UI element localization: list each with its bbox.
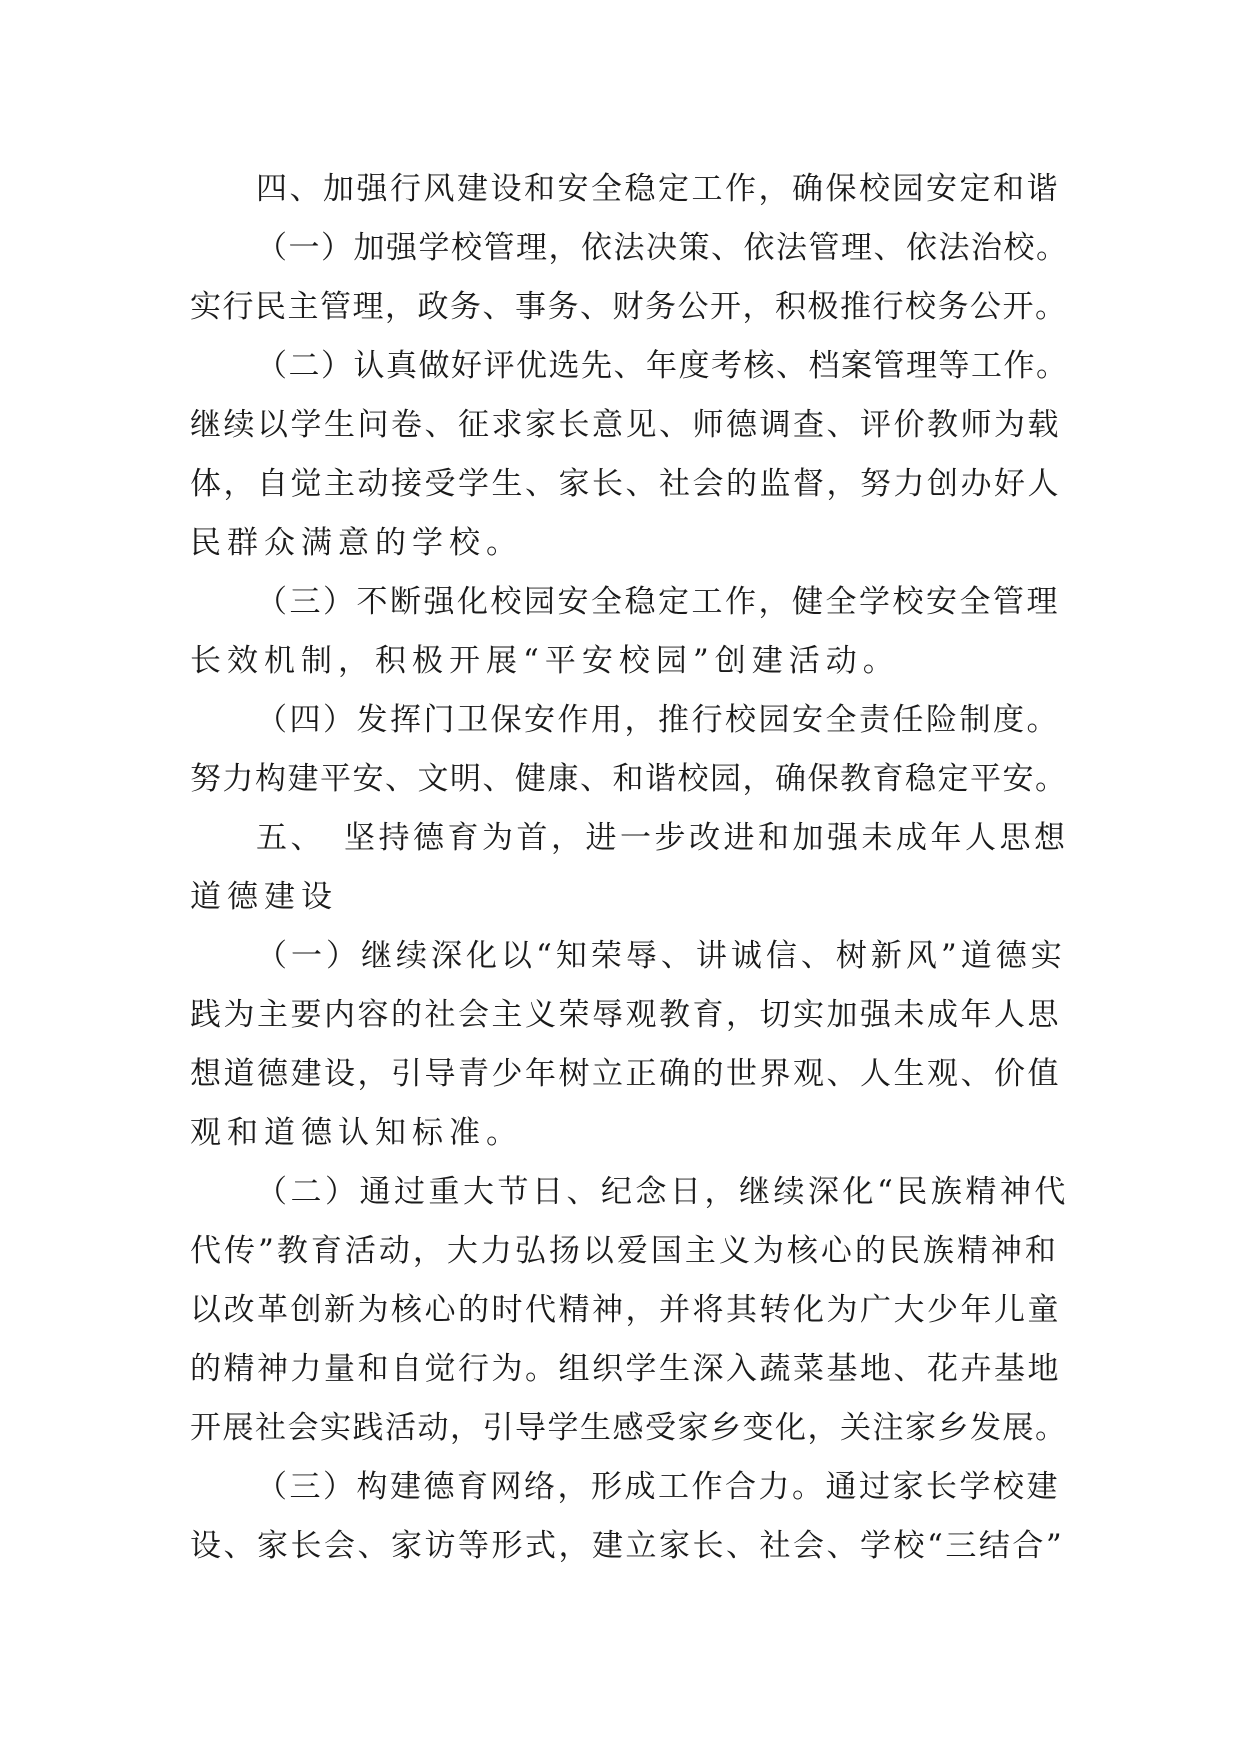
paragraph-line: 观和道德认知标准。 (190, 1115, 523, 1151)
paragraph-line: 的精神力量和自觉行为。组织学生深入蔬菜基地、花卉基地 (190, 1351, 1061, 1387)
paragraph-line: （二）认真做好评优选先、年度考核、档案管理等工作。 (256, 348, 1069, 384)
section-heading-4: 四、加强行风建设和安全稳定工作，确保校园安定和谐 (256, 171, 1060, 207)
paragraph-line: 设、家长会、家访等形式，建立家长、社会、学校“三结合” (190, 1528, 1065, 1564)
paragraph-line: 开展社会实践活动，引导学生感受家乡变化，关注家乡发展。 (190, 1410, 1068, 1446)
paragraph-line: 代传”教育活动，大力弘扬以爱国主义为核心的民族精神和 (190, 1233, 1059, 1269)
paragraph-line: 继续以学生问卷、征求家长意见、师德调查、评价教师为载 (190, 407, 1061, 443)
document-body (190, 160, 1069, 1576)
paragraph-line: （三）不断强化校园安全稳定工作，健全学校安全管理 (256, 584, 1060, 620)
paragraph-line: 努力构建平安、文明、健康、和谐校园，确保教育稳定平安。 (190, 761, 1068, 797)
paragraph-line: （二）通过重大节日、纪念日，继续深化“民族精神代 (256, 1174, 1069, 1210)
paragraph-line: 践为主要内容的社会主义荣辱观教育，切实加强未成年人思 (190, 997, 1061, 1033)
paragraph-line: （三）构建德育网络，形成工作合力。通过家长学校建 (256, 1469, 1060, 1505)
paragraph-line: 以改革创新为核心的时代精神，并将其转化为广大少年儿童 (190, 1292, 1061, 1328)
section-heading-5-continued: 道德建设 (190, 879, 338, 915)
paragraph-line: 实行民主管理，政务、事务、财务公开，积极推行校务公开。 (190, 289, 1068, 325)
paragraph-line: 民群众满意的学校。 (190, 525, 523, 561)
paragraph-line: （一）加强学校管理，依法决策、依法管理、依法治校。 (256, 230, 1069, 266)
paragraph-line: （一）继续深化以“知荣辱、讲诚信、树新风”道德实 (256, 938, 1066, 974)
paragraph-line: （四）发挥门卫保安作用，推行校园安全责任险制度。 (256, 702, 1060, 738)
paragraph-line: 长效机制，积极开展“平安校园”创建活动。 (190, 643, 900, 679)
paragraph-line: 体，自觉主动接受学生、家长、社会的监督，努力创办好人 (190, 466, 1061, 502)
paragraph-line: 想道德建设，引导青少年树立正确的世界观、人生观、价值 (190, 1056, 1061, 1092)
section-heading-5: 五、 坚持德育为首，进一步改进和加强未成年人思想 (256, 820, 1069, 856)
